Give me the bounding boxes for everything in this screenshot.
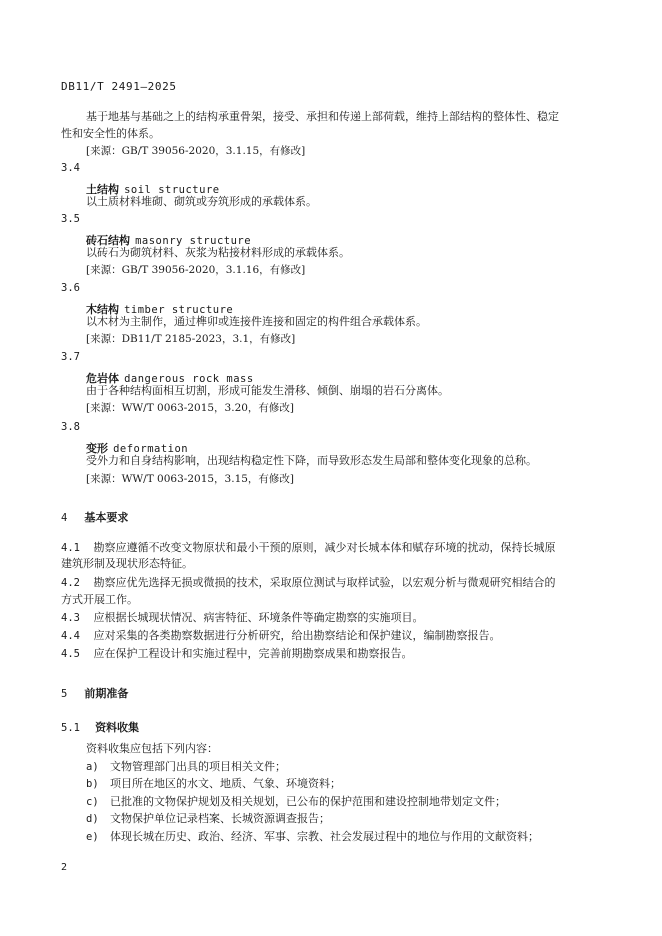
- clause-number: 4.1: [61, 542, 80, 554]
- list-label: e): [86, 831, 99, 843]
- term-en: deformation: [113, 443, 189, 455]
- section-heading: [61, 506, 128, 525]
- term-number: 3.6: [61, 282, 80, 294]
- source-note: [来源：DB11/T 2185-2023，3.1，有修改]: [86, 333, 296, 345]
- list-text: 文物管理部门出具的项目相关文件；: [110, 760, 286, 773]
- term-definition: 受外力和自身结构影响，出现结构稳定性下降，而导致形态发生局部和整体变化现象的总称。: [86, 454, 537, 467]
- term-number: 3.4: [61, 162, 80, 174]
- clause: [61, 576, 555, 590]
- term-number: 3.5: [61, 213, 80, 225]
- section-number: 4: [61, 512, 68, 524]
- term-zh: 危岩体: [86, 372, 119, 385]
- term-number: 3.7: [61, 351, 80, 363]
- term-en: dangerous rock mass: [124, 373, 254, 385]
- list-label: c): [86, 796, 99, 808]
- subsection-heading: [61, 716, 139, 735]
- list-item: [86, 795, 506, 809]
- list-label: d): [86, 813, 99, 825]
- term-zh: 变形: [86, 442, 108, 455]
- list-item: [86, 830, 539, 844]
- list-text: 项目所在地区的水文、地质、气象、环境资料；: [110, 777, 341, 790]
- clause: [61, 541, 555, 555]
- list-text: 文物保护单位记录档案、长城资源调查报告；: [110, 812, 330, 825]
- list-item: [86, 760, 286, 774]
- document-header: DB11/T 2491—2025: [61, 80, 177, 93]
- clause-number: 4.3: [61, 612, 80, 624]
- clause-continuation: 方式开展工作。: [61, 593, 138, 606]
- term-number: 3.8: [61, 421, 80, 433]
- clause-text: 勘察应优先选择无损或微损的技术，采取原位测试与取样试验，以宏观分析与微观研究相结合的: [93, 576, 556, 589]
- clause-text: 应对采集的各类勘察数据进行分析研究，给出勘察结论和保护建议，编制勘察报告。: [93, 629, 501, 642]
- source-note: [来源：GB/T 39056-2020，3.1.15，有修改]: [86, 145, 306, 157]
- list-text: 体现长城在历史、政治、经济、军事、宗教、社会发展过程中的地位与作用的文献资料；: [110, 830, 539, 843]
- clause-number: 4.2: [61, 577, 80, 589]
- subsection-title: 资料收集: [95, 721, 140, 734]
- term-zh: 砖石结构: [86, 234, 130, 247]
- clause: [61, 629, 500, 643]
- term-zh: 土结构: [86, 183, 119, 196]
- subsection-number: 5.1: [61, 722, 80, 734]
- term-en: timber structure: [124, 304, 234, 316]
- clause-text: 勘察应遵循不改变文物原状和最小干预的原则，减少对长城本体和赋存环境的扰动，保持长城原: [93, 541, 556, 554]
- section-title: 基本要求: [84, 511, 129, 524]
- clause-continuation: 建筑形制及现状形态特征。: [61, 557, 193, 570]
- list-text: 已批准的文物保护规划及相关规划，已公布的保护范围和建设控制地带划定文件；: [110, 795, 506, 808]
- term-definition: 以砖石为砌筑材料、灰浆为粘接材料形成的承载体系。: [86, 246, 350, 259]
- term-definition: 由于各种结构面相互切割，形成可能发生滑移、倾倒、崩塌的岩石分离体。: [86, 384, 449, 397]
- clause: [61, 647, 412, 661]
- section-title: 前期准备: [84, 687, 129, 700]
- term-zh: 木结构: [86, 303, 119, 316]
- page-number: 2: [61, 862, 68, 873]
- clause-number: 4.4: [61, 630, 80, 642]
- section-number: 5: [61, 688, 68, 700]
- clause-text: 应根据长城现状情况、病害特征、环境条件等确定勘察的实施项目。: [93, 611, 424, 624]
- list-item: [86, 777, 341, 791]
- term-en: soil structure: [124, 184, 220, 196]
- list-label: b): [86, 778, 99, 790]
- clause: [61, 611, 423, 625]
- source-note: [来源：WW/T 0063-2015，3.20，有修改]: [86, 402, 295, 414]
- section-heading: [61, 682, 128, 701]
- source-note: [来源：GB/T 39056-2020，3.1.16，有修改]: [86, 264, 306, 276]
- definition-line: 基于地基与基础之上的结构承重骨架，接受、承担和传递上部荷载，维持上部结构的整体性、稳定: [86, 110, 559, 123]
- term-en: masonry structure: [135, 235, 252, 247]
- list-item: [86, 812, 330, 826]
- term-definition: 以土质材料堆砌、砌筑或夯筑形成的承载体系。: [86, 195, 317, 208]
- source-note: [来源：WW/T 0063-2015，3.15，有修改]: [86, 473, 295, 485]
- list-intro: 资料收集应包括下列内容：: [86, 742, 218, 755]
- term-definition: 以木材为主制作，通过榫卯或连接件连接和固定的构件组合承载体系。: [86, 315, 427, 328]
- list-label: a): [86, 761, 99, 773]
- definition-line: 性和安全性的体系。: [61, 127, 160, 140]
- clause-number: 4.5: [61, 648, 80, 660]
- clause-text: 应在保护工程设计和实施过程中，完善前期勘察成果和勘察报告。: [93, 647, 413, 660]
